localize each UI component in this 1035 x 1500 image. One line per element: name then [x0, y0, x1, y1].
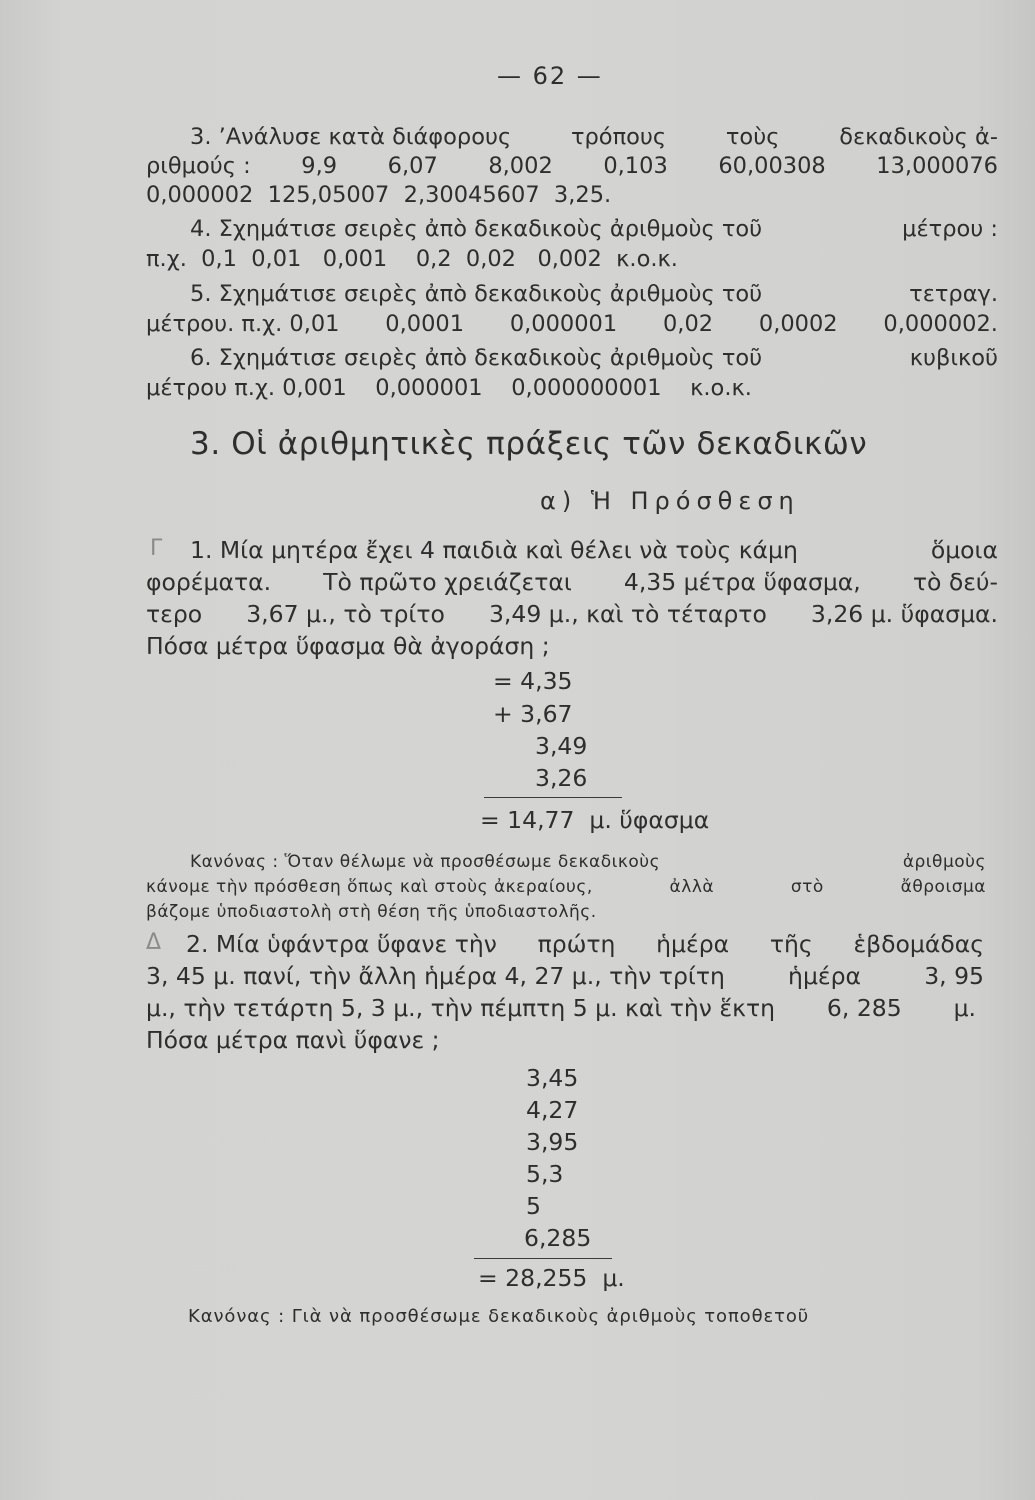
exercise-5-line-2: μέτρου. π.χ. 0,01 0,0001 0,000001 0,02 0,0002 0,000002.: [146, 311, 998, 337]
section-heading: 3. Οἱ ἀριθμητικὲς πράξεις τῶν δεκαδικῶν: [190, 426, 868, 462]
rule-1-line-1: Κανόνας : Ὅταν θέλωμε νὰ προσθέσωμε δεκαδικοὺς ἀριθμοὺς: [190, 852, 986, 872]
addend: 4,27: [526, 1096, 579, 1124]
exercise-6-line-1: 6. Σχημάτισε σειρὲς ἀπὸ δεκαδικοὺς ἀριθμοὺς τοῦ κυβικοῦ: [190, 345, 998, 371]
problem-1-line-3: τερο 3,67 μ., τὸ τρίτο 3,49 μ., καὶ τὸ τέταρτο 3,26 μ. ὕφασμα.: [146, 600, 998, 628]
exercise-3-line-2: ριθμούς : 9,9 6,07 8,002 0,103 60,00308 13,000076: [146, 153, 998, 179]
addend: 3,26: [535, 764, 588, 792]
addend: 3,45: [526, 1064, 579, 1092]
exercise-5-line-1: 5. Σχημάτισε σειρὲς ἀπὸ δεκαδικοὺς ἀριθμοὺς τοῦ τετραγ.: [190, 281, 998, 307]
exercise-4-line-1: 4. Σχημάτισε σειρὲς ἀπὸ δεκαδικοὺς ἀριθμοὺς τοῦ μέτρου :: [190, 216, 998, 242]
problem-1-line-4: Πόσα μέτρα ὕφασμα θὰ ἀγοράση ;: [146, 632, 550, 660]
addend: 5: [526, 1192, 541, 1220]
sum-line: [474, 1258, 612, 1259]
rule-2-line-1: Κανόνας : Γιὰ νὰ προσθέσωμε δεκαδικοὺς ἀριθμοὺς τοποθετοῦ: [188, 1306, 810, 1327]
problem-2-line-4: Πόσα μέτρα πανὶ ὕφανε ;: [146, 1026, 440, 1054]
rule-1-line-2: κάνομε τὴν πρόσθεση ὅπως καὶ στοὺς ἀκεραίους, ἀλλὰ στὸ ἄθροισμα: [146, 877, 986, 897]
problem-1-line-1: 1. Μία μητέρα ἔχει 4 παιδιὰ καὶ θέλει νὰ τοὺς κάμη ὅμοια: [190, 536, 998, 564]
problem-1-line-2: φορέματα. Τὸ πρῶτο χρειάζεται 4,35 μέτρα ὕφασμα, τὸ δεύ-: [146, 568, 998, 596]
pencil-mark-2: Δ: [146, 930, 162, 955]
exercise-3-line-3: 0,000002 125,05007 2,30045607 3,25.: [146, 182, 612, 208]
exercise-3-line-1: 3. ’Ανάλυσε κατὰ διάφορους τρόπους τοὺς δεκαδικοὺς ἀ-: [190, 124, 998, 150]
page-number: — 62 —: [497, 62, 603, 90]
subsection-heading: α) Ἡ Πρόσθεση: [540, 487, 800, 515]
pencil-mark-1: Γ: [150, 536, 163, 561]
problem-2-line-1: 2. Μία ὑφάντρα ὕφανε τὴν πρώτη ἡμέρα τῆς ἑβδομάδας: [186, 930, 984, 958]
exercise-6-line-2: μέτρου π.χ. 0,001 0,000001 0,000000001 κ.ο.κ.: [146, 375, 752, 401]
addend: = 4,35: [493, 667, 573, 695]
addend: 3,49: [535, 732, 588, 760]
addend: 3,95: [526, 1128, 579, 1156]
problem-2-line-3: μ., τὴν τετάρτη 5, 3 μ., τὴν πέμπτη 5 μ. καὶ τὴν ἕκτη 6, 285 μ.: [146, 994, 976, 1022]
problem-2-line-2: 3, 45 μ. πανί, τὴν ἄλλη ἡμέρα 4, 27 μ., τὴν τρίτη ἡμέρα 3, 95: [146, 962, 984, 990]
sum-total: = 28,255 μ.: [478, 1264, 625, 1292]
sum-total: = 14,77 μ. ὕφασμα: [480, 806, 710, 834]
rule-1-line-3: βάζομε ὑποδιαστολὴ στὴ θέση τῆς ὑποδιαστολῆς.: [146, 902, 597, 922]
addend: + 3,67: [493, 700, 573, 728]
sum-line: [484, 797, 622, 798]
exercise-4-line-2: π.χ. 0,1 0,01 0,001 0,2 0,02 0,002 κ.ο.κ.: [146, 246, 678, 272]
addend: 6,285: [524, 1224, 592, 1252]
addend: 5,3: [526, 1160, 564, 1188]
